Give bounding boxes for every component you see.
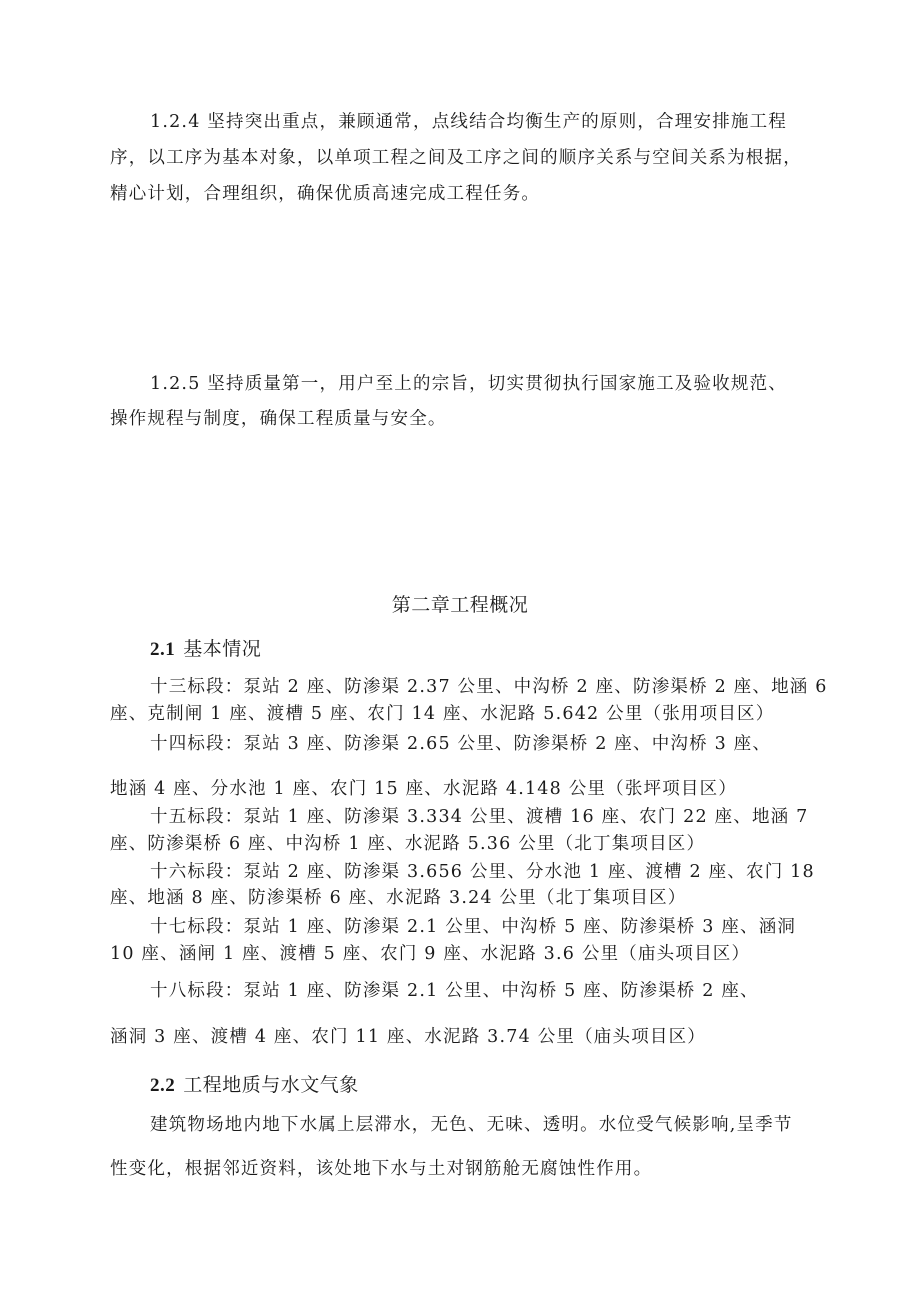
section-2-2-line-1: 建筑物场地内地下水属上层滞水，无色、无味、透明。水位受气候影响,呈季节 [150,1115,793,1135]
segment-17-line-1: 十七标段：泵站 1 座、防渗渠 2.1 公里、中沟桥 5 座、防渗渠桥 3 座、涵洞 [150,917,797,937]
segment-18-line-1: 十八标段：泵站 1 座、防渗渠 2.1 公里、中沟桥 5 座、防渗渠桥 2 座、 [150,981,759,1001]
segment-16-line-1: 十六标段：泵站 2 座、防渗渠 3.656 公里、分水池 1 座、渡槽 2 座、农门 18 [150,862,815,882]
segment-17-line-2: 10 座、涵闸 1 座、渡槽 5 座、农门 9 座、水泥路 3.6 公里（庙头项目区） [110,944,751,964]
paragraph-1-2-4-line-1: 1.2.4 坚持突出重点，兼顾通常，点线结合均衡生产的原则，合理安排施工程 [150,112,787,132]
segment-13-line-1: 十三标段：泵站 2 座、防渗渠 2.37 公里、中沟桥 2 座、防渗渠桥 2 座、地涵 6 [150,677,828,697]
section-2-2-heading [150,1070,359,1097]
section-2-1-number: 2.1 [150,639,176,660]
segment-16-line-2: 座、地涵 8 座、防渗渠桥 6 座、水泥路 3.24 公里（北丁集项目区） [110,888,687,908]
section-2-1-title: 基本情况 [183,638,262,660]
paragraph-1-2-4-line-3: 精心计划，合理组织，确保优质高速完成工程任务。 [110,184,541,204]
section-2-1-heading [150,634,261,661]
segment-14-line-1: 十四标段：泵站 3 座、防渗渠 2.65 公里、防渗渠桥 2 座、中沟桥 3 座、 [150,734,772,754]
segment-15-line-1: 十五标段：泵站 1 座、防渗渠 3.334 公里、渡槽 16 座、农门 22 座、地涵 7 [150,807,809,827]
paragraph-1-2-4-line-2: 序，以工序为基本对象，以单项工程之间及工序之间的顺序关系与空间关系为根据， [110,148,802,168]
segment-13-line-2: 座、克制闸 1 座、渡槽 5 座、农门 14 座、水泥路 5.642 公里（张用项目区） [110,704,775,724]
segment-18-line-2: 涵洞 3 座、渡槽 4 座、农门 11 座、水泥路 3.74 公里（庙头项目区） [110,1027,707,1047]
section-2-2-line-2: 性变化，根据邻近资料，该处地下水与土对钢筋舱无腐蚀性作用。 [110,1159,653,1179]
section-2-2-title: 工程地质与水文气象 [183,1074,359,1096]
segment-15-line-2: 座、防渗渠桥 6 座、中沟桥 1 座、水泥路 5.36 公里（北丁集项目区） [110,834,706,854]
chapter-title: 第二章工程概况 [391,594,529,616]
section-2-2-number: 2.2 [150,1075,176,1096]
segment-14-line-2: 地涵 4 座、分水池 1 座、农门 15 座、水泥路 4.148 公里（张坪项目区） [110,779,738,799]
paragraph-1-2-5-line-1: 1.2.5 坚持质量第一，用户至上的宗旨，切实贯彻执行国家施工及验收规范、 [150,374,787,394]
paragraph-1-2-5-line-2: 操作规程与制度，确保工程质量与安全。 [110,409,447,429]
